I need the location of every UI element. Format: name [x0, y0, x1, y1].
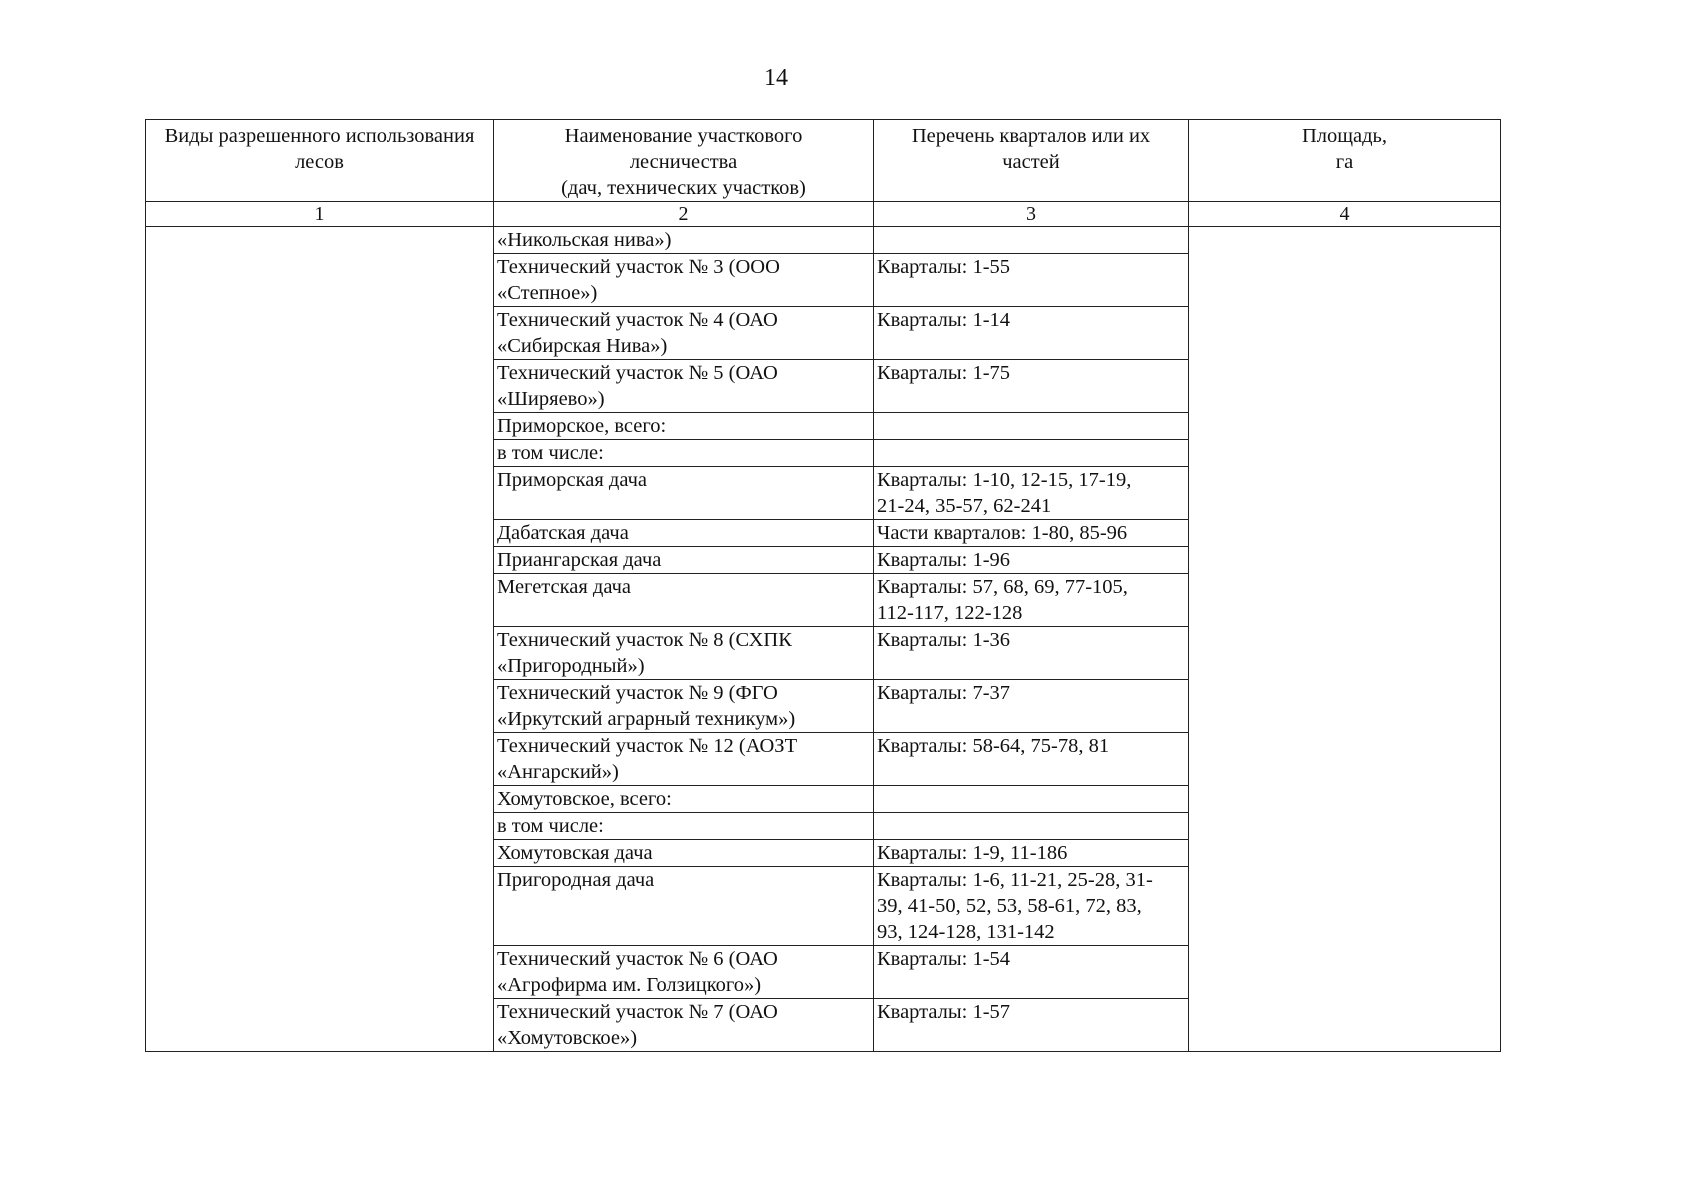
forestry-name-cell: Технический участок № 8 (СХПК «Пригородный»)	[494, 627, 874, 680]
forestry-name-cell: Дабатская дача	[494, 520, 874, 547]
header-quarters-list: Перечень кварталов или их частей	[874, 120, 1189, 202]
forestry-name-cell: Приморская дача	[494, 467, 874, 520]
column-number: 2	[494, 202, 874, 227]
quarters-cell: Кварталы: 1-96	[874, 547, 1189, 574]
area-cell	[1189, 227, 1501, 1052]
quarters-cell: Кварталы: 1-14	[874, 307, 1189, 360]
header-usage-types: Виды разрешенного использования лесов	[146, 120, 494, 202]
forestry-name-cell: Технический участок № 6 (ОАО «Агрофирма им. Голзицкого»)	[494, 946, 874, 999]
forestry-name-cell: Хомутовское, всего:	[494, 786, 874, 813]
column-number: 1	[146, 202, 494, 227]
column-number: 4	[1189, 202, 1501, 227]
quarters-cell: Кварталы: 58-64, 75-78, 81	[874, 733, 1189, 786]
quarters-cell: Кварталы: 7-37	[874, 680, 1189, 733]
column-number-row	[146, 202, 1501, 227]
quarters-cell: Кварталы: 1-9, 11-186	[874, 840, 1189, 867]
forestry-name-cell: Технический участок № 4 (ОАО «Сибирская Нива»)	[494, 307, 874, 360]
quarters-cell: Кварталы: 1-54	[874, 946, 1189, 999]
quarters-cell: Части кварталов: 1-80, 85-96	[874, 520, 1189, 547]
forestry-name-cell: в том числе:	[494, 440, 874, 467]
header-area: Площадь, га	[1189, 120, 1501, 202]
table-header-row	[146, 120, 1501, 202]
forest-use-table	[145, 119, 1501, 1052]
quarters-cell	[874, 786, 1189, 813]
usage-type-cell	[146, 227, 494, 1052]
quarters-cell: Кварталы: 1-75	[874, 360, 1189, 413]
quarters-cell	[874, 227, 1189, 254]
page-number: 14	[764, 65, 788, 91]
forestry-name-cell: в том числе:	[494, 813, 874, 840]
forestry-name-cell: Технический участок № 7 (ОАО «Хомутовское»)	[494, 999, 874, 1052]
quarters-cell	[874, 440, 1189, 467]
forestry-name-cell: Пригородная дача	[494, 867, 874, 946]
forestry-name-cell: Приангарская дача	[494, 547, 874, 574]
forestry-name-cell: Технический участок № 9 (ФГО «Иркутский аграрный техникум»)	[494, 680, 874, 733]
quarters-cell	[874, 813, 1189, 840]
quarters-cell: Кварталы: 1-36	[874, 627, 1189, 680]
quarters-cell: Кварталы: 1-55	[874, 254, 1189, 307]
forestry-name-cell: Технический участок № 12 (АОЗТ «Ангарский»)	[494, 733, 874, 786]
column-number: 3	[874, 202, 1189, 227]
forestry-name-cell: Технический участок № 5 (ОАО «Ширяево»)	[494, 360, 874, 413]
forestry-name-cell: «Никольская нива»)	[494, 227, 874, 254]
forestry-name-cell: Хомутовская дача	[494, 840, 874, 867]
table-row	[146, 227, 1501, 254]
header-forestry-name: Наименование участкового лесничества (дач, технических участков)	[494, 120, 874, 202]
quarters-cell: Кварталы: 1-6, 11-21, 25-28, 31- 39, 41-50, 52, 53, 58-61, 72, 83, 93, 124-128, 131-142	[874, 867, 1189, 946]
quarters-cell	[874, 413, 1189, 440]
table-body	[146, 227, 1501, 1052]
quarters-cell: Кварталы: 57, 68, 69, 77-105, 112-117, 122-128	[874, 574, 1189, 627]
quarters-cell: Кварталы: 1-10, 12-15, 17-19, 21-24, 35-57, 62-241	[874, 467, 1189, 520]
forestry-name-cell: Мегетская дача	[494, 574, 874, 627]
forestry-name-cell: Приморское, всего:	[494, 413, 874, 440]
quarters-cell: Кварталы: 1-57	[874, 999, 1189, 1052]
forestry-name-cell: Технический участок № 3 (ООО «Степное»)	[494, 254, 874, 307]
